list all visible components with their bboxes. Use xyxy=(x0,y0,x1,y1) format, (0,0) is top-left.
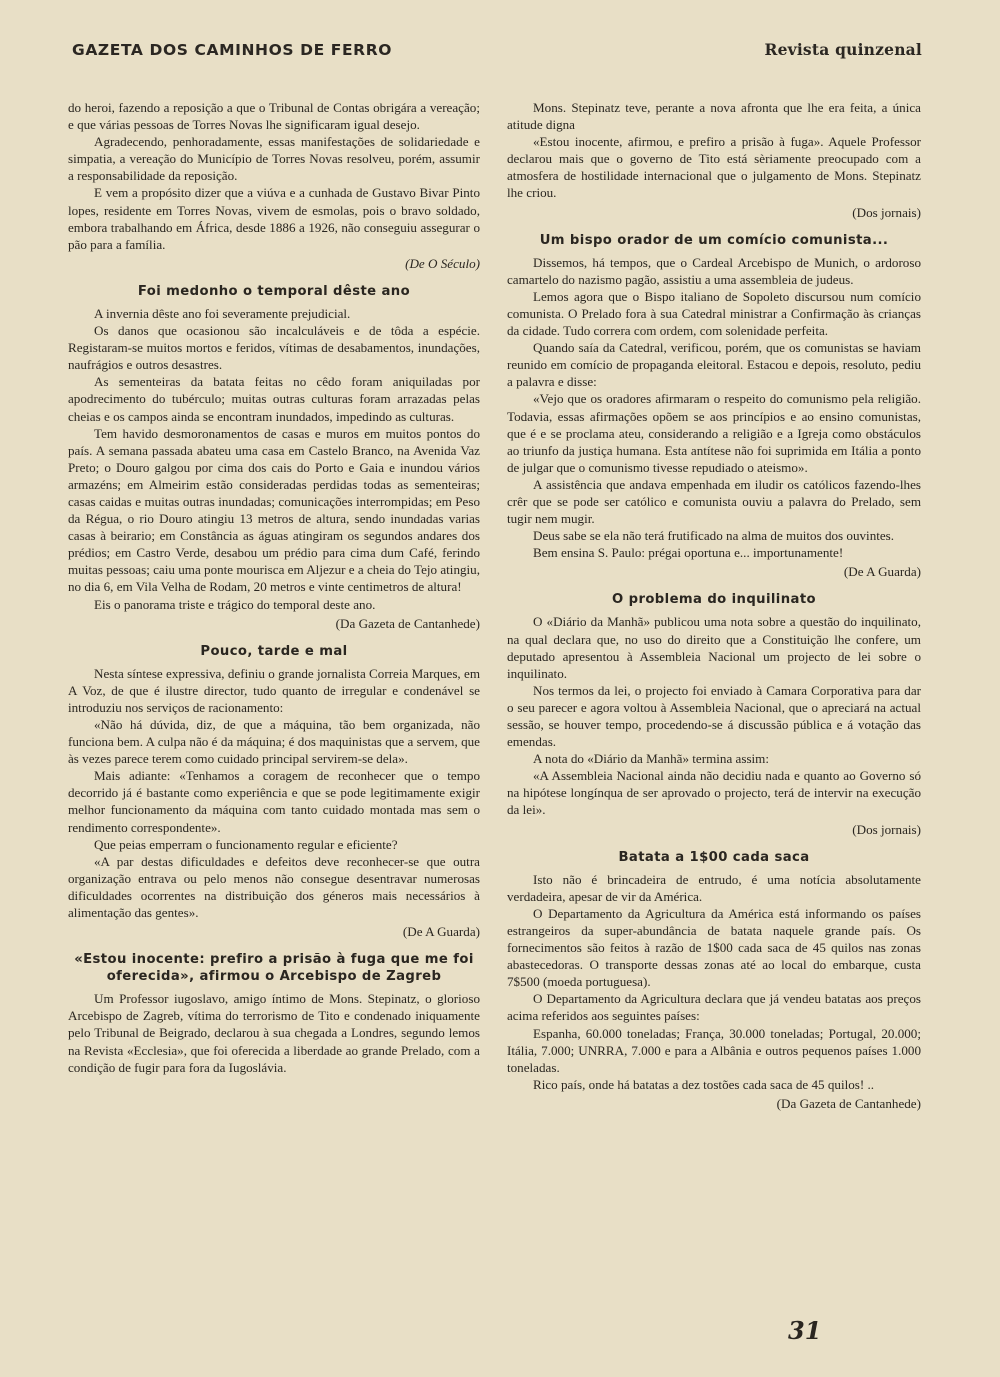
article-title: Foi medonho o temporal dêste ano xyxy=(137,283,411,299)
paragraph: Agradecendo, penhoradamente, essas manifestações de solidariedade e simpatia, a vereação do Município de Torres Novas resolveu, porém, assumir a responsabilidade da reposição. xyxy=(68,134,480,184)
paragraph: Tem havido desmoronamentos de casas e muros em muitos pontos do país. A semana passada abateu uma casa em Castelo Branco, na Avenida Vaz Preto; o Douro galgou por cima dos cais do Porto e Gaia e inundou vários armazéns; em Almeirim estão consideradas perdidas todas as sementeiras; casas caidas e muitas outras inundadas; comunicações interrompidas; em Peso da Régua, o rio Douro atingiu 13 metros de altura, sendo inundadas varias casas à beirario; em Constância as águas atingiram os segundos andares dos prédios; em Castro Verde, desabou um prédio para cima dum Café, ferindo muitas pessoas; caiu uma ponte mourisca em Aljezur e a cheia do Tejo atingiu, no dia 6, em Vila Velha de Rodam, 20 metros e vinte centimetros de altura! xyxy=(68,425,480,595)
paragraph: Mons. Stepinatz teve, perante a nova afronta que lhe era feita, a única atitude digna xyxy=(507,100,921,133)
paragraph: A nota do «Diário da Manhã» termina assim: xyxy=(533,751,770,767)
source-credit: (De A Guarda) xyxy=(402,924,480,940)
article-inquilinato xyxy=(507,591,921,837)
paragraph: «Vejo que os oradores afirmaram o respeito do comunismo pela religião. Todavia, essas afirmações opõem se aos princípios e ao ensino comunistas, que é e se proclama ateu, considerando a religião e a Igreja como obstáculos ao triunfo da justiça humana. Esta antítese não foi suprimida em Itália a ponto de julgar que o comunismo tivesse repudiado o ateismo». xyxy=(507,391,921,475)
article-temporal xyxy=(68,283,480,632)
article-arcebispo-zagreb xyxy=(68,951,480,1075)
paragraph: Nos termos da lei, o projecto foi enviado à Camara Corporativa para dar o seu parecer e agora voltou à Assembleia Nacional, que o apreciará na actual sessão, se houver tempo, procedendo-se á discussão pública e á votação das emendas. xyxy=(507,682,921,750)
journal-subtitle: Revista quinzenal xyxy=(764,40,922,59)
article-title: Pouco, tarde e mal xyxy=(200,643,348,659)
paragraph: As sementeiras da batata feitas no cêdo foram aniquiladas por apodrecimento do tubérculo; muitas outras culturas foram arrazadas pelas cheias e os campos ainda se encontram inundados, impedindo as culturas. xyxy=(68,374,480,424)
source-credit: (Da Gazeta de Cantanhede) xyxy=(776,1095,921,1111)
journal-title: GAZETA DOS CAMINHOS DE FERRO xyxy=(72,41,393,59)
right-column xyxy=(507,99,921,1294)
paragraph: Quando saía da Catedral, verificou, porém, que os comunistas se haviam reunido em comício de propaganda eleitoral. Estacou e depois, resoluto, pediu a palavra e disse: xyxy=(507,340,921,390)
paragraph: A assistência que andava empenhada em iludir os católicos fazendo-lhes crêr que se pode ser católico e comunista ouviu a palavra do Prelado, sem tugir nem mugir. xyxy=(507,476,921,527)
paragraph: O «Diário da Manhã» publicou uma nota sobre a questão do inquilinato, na qual declara que, no uso do direito que a Constituição lhe confere, um deputado apresentou à Assembleia Nacional um projecto de lei sobre o inquilinato. xyxy=(507,614,921,681)
paragraph: Espanha, 60.000 toneladas; França, 30.000 toneladas; Portugal, 20.000; Itália, 7.000; UNRRA, 7.000 e para a Albânia e outros pequenos países 1.000 toneladas. xyxy=(507,1025,921,1075)
intro-continuation xyxy=(68,99,480,272)
paragraph: Bem ensina S. Paulo: prégai oportuna e... importunamente! xyxy=(533,545,844,561)
paragraph: E vem a propósito dizer que a viúva e a cunhada de Gustavo Bivar Pinto lopes, residente em Torres Novas, vivem de esmolas, pois o bravo soldado, embora trabalhando em África, desde 1886 a 1926, não conseguiu assegurar o pão para a família. xyxy=(68,185,480,252)
paragraph: «A par destas dificuldades e defeitos deve reconhecer-se que outra organização entrava ou pelo menos não consegue desentravar numerosas dificuldades ocorrentes na distribuição dos géneros mais necessários à alimentação das gentes». xyxy=(68,853,480,921)
paragraph: «A Assembleia Nacional ainda não decidiu nada e quanto ao Governo só na hipótese longínqua de ser aprovado o projecto, terá de intervir na execução da lei». xyxy=(507,768,921,818)
source-credit: (Dos jornais) xyxy=(852,204,921,220)
article-title: Batata a 1$00 cada saca xyxy=(618,849,810,865)
paragraph: O Departamento da Agricultura da América está informando os países estrangeiros da super-abundância de batata naquele grande país. Os fornecimentos são feitos à razão de 1$00 cada saca de 45 quilos nas zonas abastecedoras. O transporte dessas zonas até ao local do embarque, custa 7$500 (moeda portuguesa). xyxy=(507,905,921,990)
paragraph: «Não há dúvida, diz, de que a máquina, tão bem organizada, não funciona bem. A culpa não é da máquina; é dos maquinistas que a servem, que às vezes parece terem como cuidado principal servirem-se dela». xyxy=(68,717,480,767)
source-credit: (De A Guarda) xyxy=(843,564,921,580)
paragraph: Dissemos, há tempos, que o Cardeal Arcebispo de Munich, o ardoroso camartelo do nazismo pagão, assistiu a uma assembleia de judeus. xyxy=(507,254,921,287)
paragraph: «Estou inocente, afirmou, e prefiro a prisão à fuga». Aquele Professor declarou mais que o governo de Tito está sèriamente preocupado com a atmosfera de hostilidade internacional que o julgamento de Mons. Stepinatz lhe criou. xyxy=(507,134,921,201)
paragraph: Que peias emperram o funcionamento regular e eficiente? xyxy=(94,836,398,852)
source-credit: (Da Gazeta de Cantanhede) xyxy=(335,615,480,631)
running-header xyxy=(72,40,922,64)
paragraph: Eis o panorama triste e trágico do temporal deste ano. xyxy=(94,596,376,612)
paragraph: Rico país, onde há batatas a dez tostões cada saca de 45 quilos! .. xyxy=(533,1076,875,1092)
article-batata xyxy=(507,849,921,1112)
source-credit: (Dos jornais) xyxy=(852,821,921,837)
article-title: Um bispo orador de um comício comunista... xyxy=(539,232,889,248)
article-arcebispo-zagreb-continued xyxy=(507,99,921,221)
page-number: 31 xyxy=(788,1316,822,1345)
paragraph: Um Professor iugoslavo, amigo íntimo de Mons. Stepinatz, o glorioso Arcebispo de Zagreb, vítima do terrorismo de Tito e condenado iniquamente pelo Tribunal de Beigrado, declarou à sua chegada a Londres, segundo lemos na Revista «Ecclesia», que foi oferecida a liberdade ao grande Prelado, com a condição de fugir para fora da Iugoslávia. xyxy=(68,991,480,1075)
paragraph: Nesta síntese expressiva, definiu o grande jornalista Correia Marques, em A Voz, de que é ilustre director, tudo quanto de irregular e condenável se introduziu nos serviços de racionamento: xyxy=(68,665,480,715)
article-bispo-comicio xyxy=(507,232,921,581)
paragraph: Deus sabe se ela não terá frutificado na alma de muitos dos ouvintes. xyxy=(533,528,895,544)
paragraph: Os danos que ocasionou são incalculáveis e de tôda a espécie. Registaram-se muitos mortos e feridos, vítimas de desabamentos, inundações, naufrágios e outros desastres. xyxy=(68,323,480,373)
paragraph: Mais adiante: «Tenhamos a coragem de reconhecer que o tempo decorrido já é bastante como experiência e que se pode legitimamente exigir melhor funcionamento da máquina com tanto cuidado montada mas sem o rendimento correspondente». xyxy=(68,768,480,835)
paragraph: O Departamento da Agricultura declara que já vendeu batatas aos preços acima referidos aos seguintes países: xyxy=(507,991,921,1024)
paragraph: do heroi, fazendo a reposição a que o Tribunal de Contas obrigára a vereação; e que várias pessoas de Torres Novas lhe significaram igual desejo. xyxy=(68,100,480,133)
article-title: «Estou inocente: prefiro a prisão à fuga que me foi oferecida», afirmou o Arcebispo de Zagreb xyxy=(74,952,474,985)
article-pouco-tarde-mal xyxy=(68,643,480,941)
paragraph: Lemos agora que o Bispo italiano de Sopoleto discursou num comício comunista. O Prelado fora à sua Catedral ministrar a Confirmação às crianças da cidade. Tudo correra com ordem, com solenidade perfeita. xyxy=(507,288,921,339)
paragraph: A invernia dêste ano foi severamente prejudicial. xyxy=(94,305,351,321)
left-column xyxy=(68,99,480,1294)
article-title: O problema do inquilinato xyxy=(612,592,816,608)
paragraph: Isto não é brincadeira de entrudo, é uma notícia absolutamente verdadeira, apesar de vir da América. xyxy=(507,871,921,904)
source-credit: (De O Século) xyxy=(405,255,480,271)
